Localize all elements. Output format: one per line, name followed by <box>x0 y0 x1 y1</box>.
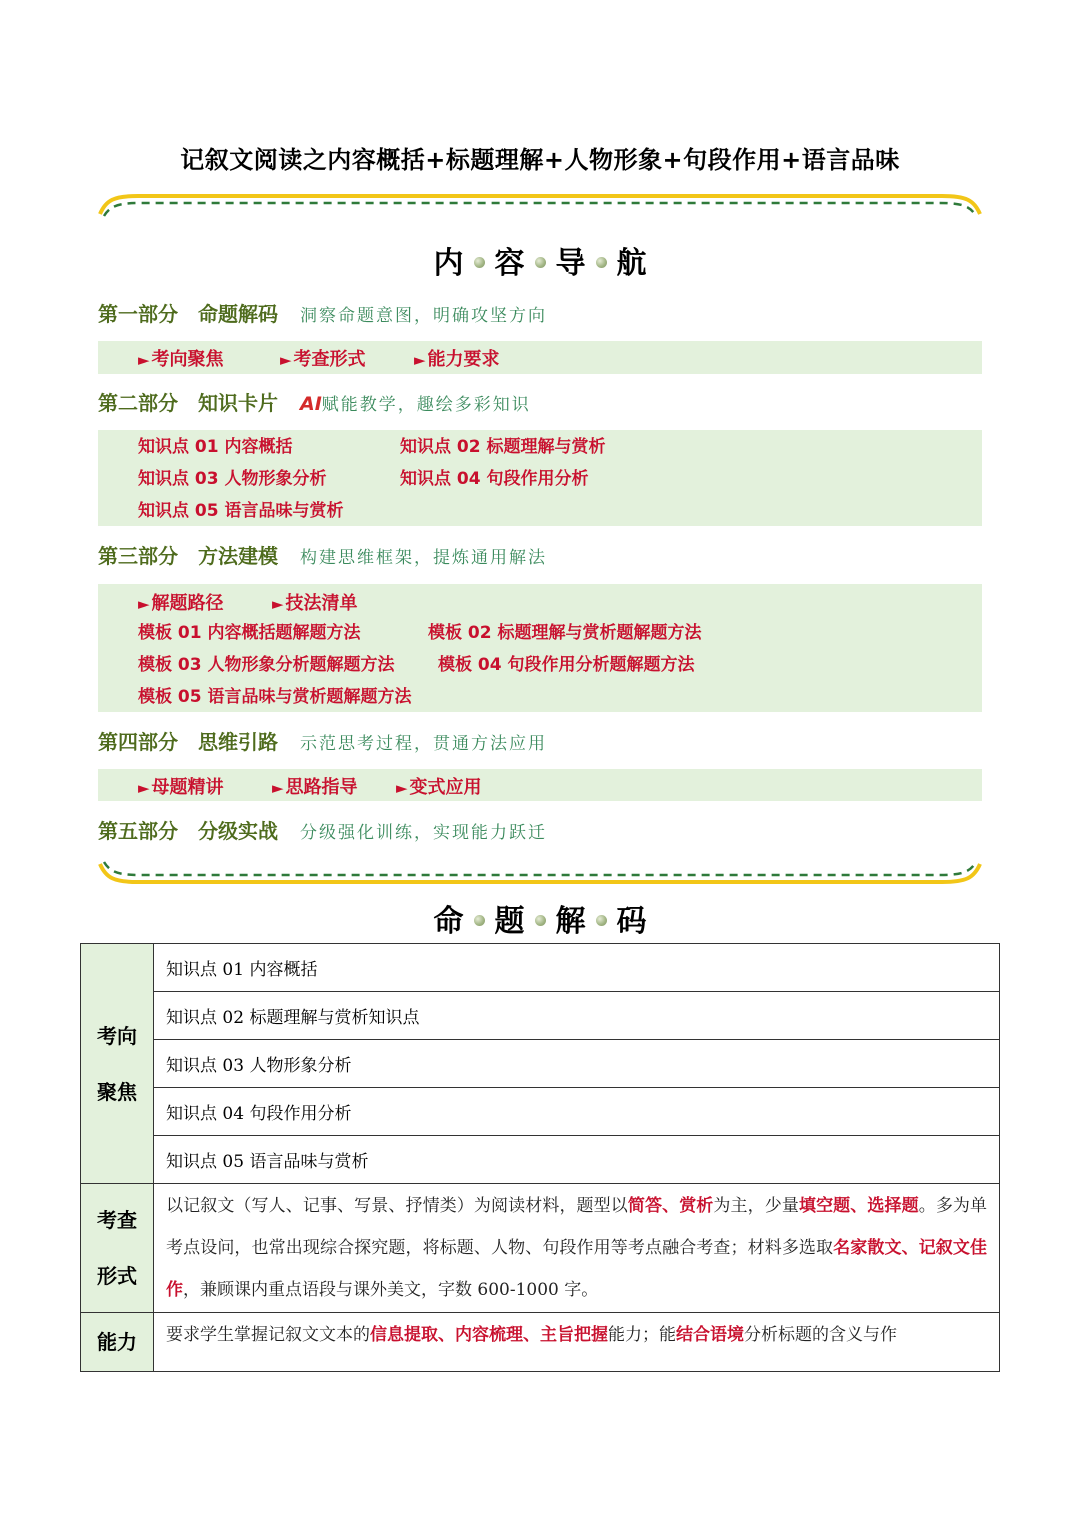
decode-title-char: 题 <box>494 904 525 939</box>
ability-label: 能力 <box>81 1313 154 1372</box>
ability-paragraph: 要求学生掌握记叙文文本的信息提取、内容梳理、主旨把握能力；能结合语境分析标题的含义与作 <box>154 1313 1000 1372</box>
top-banner <box>98 190 982 220</box>
part-4-box <box>98 769 982 801</box>
dot-icon <box>474 257 485 268</box>
part-1-box <box>98 341 982 374</box>
document-title: 记叙文阅读之内容概括+标题理解+人物形象+句段作用+语言品味 <box>180 146 900 174</box>
nav-template-01[interactable]: 模板 01 内容概括题解题方法 <box>138 623 361 643</box>
nav-link-form[interactable]: ► 考查形式 <box>280 349 366 370</box>
nav-link-variant[interactable]: ► 变式应用 <box>396 777 482 798</box>
nav-knowledge-03[interactable]: 知识点 03 人物形象分析 <box>138 469 327 489</box>
focus-label: 考向 聚焦 <box>81 944 154 1184</box>
nav-knowledge-01[interactable]: 知识点 01 内容概括 <box>138 437 293 457</box>
nav-template-02[interactable]: 模板 02 标题理解与赏析题解题方法 <box>428 623 702 643</box>
decode-title-char: 命 <box>433 904 464 939</box>
part-2-heading[interactable]: 第二部分 知识卡片 AI赋能教学，趣绘多彩知识 <box>98 391 531 415</box>
nav-link-techniques[interactable]: ► 技法清单 <box>272 593 358 614</box>
part-1-heading[interactable]: 第一部分 命题解码 洞察命题意图，明确攻坚方向 <box>98 302 547 326</box>
dot-icon <box>596 915 607 926</box>
nav-link-path[interactable]: ► 解题路径 <box>138 593 224 614</box>
part-2-box <box>98 430 982 526</box>
focus-item-04: 知识点 04 句段作用分析 <box>154 1088 1000 1136</box>
nav-link-ability[interactable]: ► 能力要求 <box>414 349 500 370</box>
nav-knowledge-05[interactable]: 知识点 05 语言品味与赏析 <box>138 501 344 521</box>
nav-template-03[interactable]: 模板 03 人物形象分析题解题方法 <box>138 655 395 675</box>
nav-knowledge-04[interactable]: 知识点 04 句段作用分析 <box>400 469 589 489</box>
nav-link-guide[interactable]: ► 思路指导 <box>272 777 358 798</box>
part-3-box <box>98 584 982 712</box>
dot-icon <box>596 257 607 268</box>
nav-knowledge-02[interactable]: 知识点 02 标题理解与赏析 <box>400 437 606 457</box>
ai-tag: AI <box>300 393 322 415</box>
nav-title-char: 容 <box>494 246 525 281</box>
decode-title-char: 码 <box>616 904 647 939</box>
dot-icon <box>535 915 546 926</box>
form-label: 考查 形式 <box>81 1184 154 1313</box>
form-paragraph: 以记叙文（写人、记事、写景、抒情类）为阅读材料，题型以简答、赏析为主，少量填空题、选择题。多为单考点设问，也常出现综合探究题，将标题、人物、句段作用等考点融合考查；材料多选取名家散文、记叙文佳作，兼顾课内重点语段与课外美文，字数 600-1000 字。 <box>154 1184 1000 1313</box>
nav-title <box>0 238 1080 282</box>
part-4-heading[interactable]: 第四部分 思维引路 示范思考过程，贯通方法应用 <box>98 730 547 754</box>
decode-title <box>0 896 1080 940</box>
nav-title-char: 内 <box>433 246 464 281</box>
nav-link-model[interactable]: ► 母题精讲 <box>138 777 224 798</box>
dot-icon <box>535 257 546 268</box>
focus-item-05: 知识点 05 语言品味与赏析 <box>154 1136 1000 1184</box>
decode-title-char: 解 <box>555 904 586 939</box>
part-5-heading[interactable]: 第五部分 分级实战 分级强化训练，实现能力跃迁 <box>98 819 547 843</box>
focus-item-02: 知识点 02 标题理解与赏析知识点 <box>154 992 1000 1040</box>
focus-item-01: 知识点 01 内容概括 <box>154 944 1000 992</box>
focus-item-03: 知识点 03 人物形象分析 <box>154 1040 1000 1088</box>
decode-table <box>80 943 1000 1372</box>
dot-icon <box>474 915 485 926</box>
nav-template-05[interactable]: 模板 05 语言品味与赏析题解题方法 <box>138 687 412 707</box>
part-3-heading[interactable]: 第三部分 方法建模 构建思维框架，提炼通用解法 <box>98 544 547 568</box>
nav-template-04[interactable]: 模板 04 句段作用分析题解题方法 <box>438 655 695 675</box>
nav-title-char: 航 <box>616 246 647 281</box>
nav-link-focus[interactable]: ► 考向聚焦 <box>138 349 224 370</box>
nav-title-char: 导 <box>555 246 586 281</box>
bottom-banner <box>98 858 982 888</box>
